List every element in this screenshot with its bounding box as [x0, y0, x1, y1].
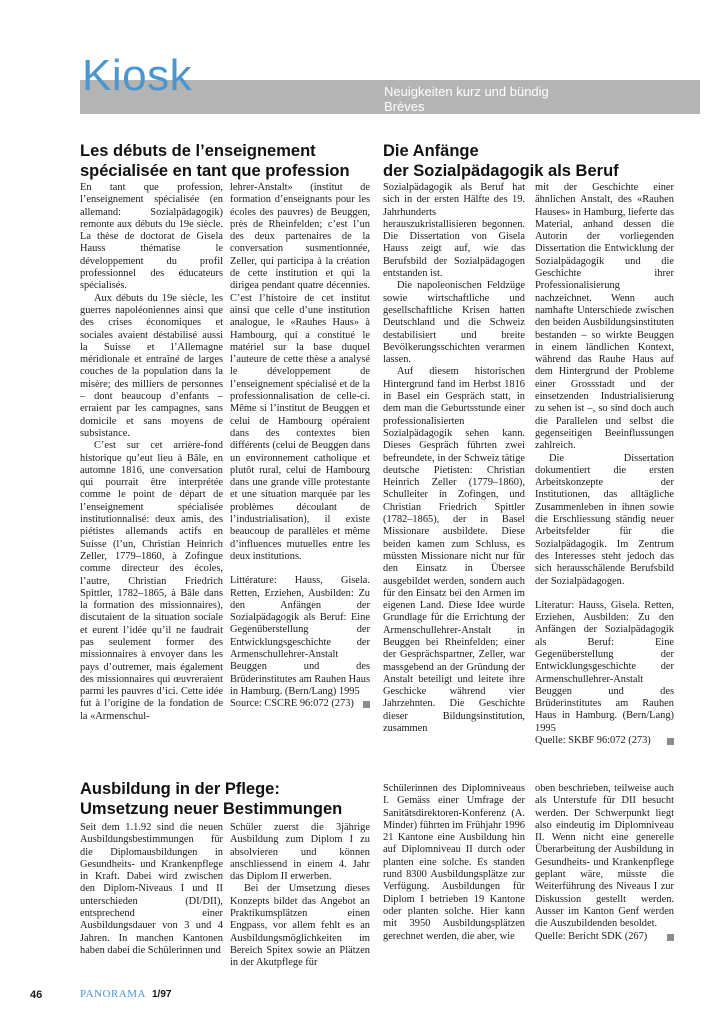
magazine-name: PANORAMA	[80, 988, 146, 1000]
paragraph: Aux débuts du 19e siècle, les guerres napoléoniennes ainsi que des crises économiques et sociales avaient déstabilisé aussi la Suisse et l’Allemagne méridionale et entraîné de larges couches de la population dans la misère; des milliers de personnes – dont beaucoup d’enfants – erraient par les campagnes, sans domicile et sans moyens de subsistance.	[80, 292, 223, 439]
section-subtitle	[384, 84, 549, 114]
issue-number: 1/97	[152, 989, 172, 1000]
paragraph: oben beschrieben, teilweise auch als Unterstufe für DII besucht werden. Der Schwerpunkt liegt also eindeutig im Diplomniveau II. Wenn nicht eine generelle Überarbeitung der Ausbildung in Gesundheits- und Krankenpflege geplant wäre, müsste die Weiterführung des Niveaus I zur Diskussion gestellt werden. Ausser im Kanton Genf werden die Auszubildenden besoldet.	[535, 783, 674, 930]
article2-headline-line-1: Die Anfänge	[383, 142, 479, 160]
article1-headline-line-1: Les débuts de l’enseignement	[80, 142, 316, 160]
literature-note: Littérature: Hauss, Gisela. Retten, Erziehen, Ausbilden: Zu den Anfängen der Sozialpädagogik als Beruf: Eine Gegenüberstellung der Entwicklungsgeschichte der Armenschullehrer-Anstalt Beuggen und des Brüderinstitutes am Rauhen Haus in Hamburg. (Bern/Lang) 1995	[230, 575, 370, 697]
article2-headline-line-2: der Sozialpädagogik als Beruf	[383, 162, 619, 180]
paragraph: lehrer-Anstalt» (institut de formation d’enseignants pour les écoles des pauvres) de Beuggen, près de Rheinfelden; c’est l’un des deux partenaires de la conversation susmentionnée, Zeller, qui participa à la création de cette institution et qui la dirigea pendant quatre décennies. C’est l’histoire de cet institut ainsi que celle d’une institution analogue, le «Rauhes Haus» à Hambourg, qui a constitué le matériel sur la base duquel l’auteure de cette thèse a analysé le développement de l’enseignement spécialisé et de la professionnalisation de celle-ci. Même si l’institut de Beuggen et celui de Hambourg opéraient dans des contextes bien différents (celui de Beuggen dans un environnement catholique et plutôt rural, celui de Hambourg dans une grande ville protestante et une situation marquée par les problèmes découlant de l’industrialisation), il existe beaucoup de parallèles et même d’influences mutuelles entre les deux institutions.	[230, 182, 370, 562]
section-title: Kiosk	[82, 51, 193, 100]
source-line	[535, 735, 674, 747]
article1-headline	[80, 141, 370, 181]
article1-column-1	[80, 182, 223, 723]
source-line	[535, 931, 674, 943]
article2-column-2	[535, 182, 674, 747]
article3-column-2	[230, 822, 370, 970]
paragraph: En tant que profession, l’enseignement spécialisée (en allemand: Sozialpädagogik) remonte aux débuts du 19e siècle. La thèse de doctorat de Gisela Hauss thématise le développement du profil professionnel des éducateurs spécialisés.	[80, 182, 223, 292]
paragraph: Seit dem 1.1.92 sind die neuen Ausbildungsbestimmungen für die Diplomausbildungen in Gesundheits- und Krankenpflege in Kraft. Dabei wird zwischen den Diplom-Niveaus I und II unterschieden (DI/DII), entsprechend einer Ausbildungsdauer von 3 und 4 Jahren. In manchen Kantonen haben dabei die Schülerinnen und	[80, 822, 223, 956]
article3-column-1	[80, 822, 223, 957]
article2-column-1	[383, 182, 525, 735]
source-text: Quelle: Bericht SDK (267)	[535, 930, 648, 942]
paragraph: Bei der Umsetzung dieses Konzepts bildet das Angebot an Praktikumsplätzen einen Engpass, vor allem fehlt es an Ausbildungsmöglichkeiten im Bereich Spitex sowie an Plätzen in der Akutpflege für	[230, 883, 370, 969]
article1-headline-line-2: spécialisée en tant que profession	[80, 162, 350, 180]
article3-headline-line-2: Umsetzung neuer Bestimmungen	[80, 800, 343, 818]
end-square-icon	[363, 701, 370, 708]
paragraph: Sozialpädagogik als Beruf hat sich in der ersten Hälfte des 19. Jahrhunderts herauszukristallisieren begonnen. Die Dissertation von Gisela Hauss zeigt auf, wie das Berufsbild der Sozialpädagogen entstanden ist.	[383, 182, 525, 280]
literature-note: Literatur: Hauss, Gisela. Retten, Erziehen, Ausbilden: Zu den Anfängen der Sozialpädagogik als Beruf: Eine Gegenüberstellung der Entwicklungsgeschichte der Armenschullehrer-Anstalt Beuggen und des Brüderinstitutes am Rauhen Haus in Hamburg. (Bern/Lang) 1995	[535, 599, 674, 734]
page-number: 46	[30, 989, 43, 1001]
paragraph: C’est sur cet arrière-fond historique qu’eut lieu à Bâle, en automne 1816, une conversation qui pourrait être interprétée comme le point de départ de l’enseignement spécialisée institutionnalisé: deux amis, des piétistes allemands actifs en Suisse (l’un, Christian Heinrich Zeller, 1779–1860, à Zofingue comme directeur des écoles, l’autre, Christian Friedrich Spittler, 1782–1865, à Bâle dans la formation des missionnaires), discutaient de la situation sociale et eurent l’idée qu’il ne faudrait pas seulement former des missionnaires à envoyer dans les pays d’outremer, mais également des missionnaires qui œuvreraient parmi les pauvres d’ici. Cette idée fut à l’origine de la fondation de la «Armenschul-	[80, 440, 223, 722]
source-text: Quelle: SKBF 96:072 (273)	[535, 735, 651, 747]
paragraph: Auf diesem historischen Hintergrund fand im Herbst 1816 in Basel ein Gespräch statt, in dem man die Geburtsstunde einer professionalisierten Sozialpädagogik sehen kann. Dieses Gespräch führten zwei befreundete, in der Schweiz tätige deutsche Pietisten: Christian Heinrich Zeller (1779–1860), Schulleiter in Zofingen, und Christian Friedrich Spittler (1782–1865), der in Basel Missionare ausbildete. Diese beiden kamen zum Schluss, es müssten Missionare nicht nur für den Einsatz in Übersee ausgebildet werden, sondern auch für den Einsatz bei den Armen im eigenen Land. Diese Idee wurde Grundlage für die Errichtung der Armenschullehrer-Anstalt in Beuggen bei Rheinfelden; einer der Gesprächspartner, Zeller, war massgebend an der Gründung der Anstalt beteiligt und leitete ihre Geschicke während vier Jahrzehnten. Die Geschichte dieser Bildungsinstitution, zusammen	[383, 366, 525, 735]
article3-headline-line-1: Ausbildung in der Pflege:	[80, 780, 280, 798]
subtitle-line-1: Neuigkeiten kurz und bündig	[384, 84, 549, 99]
paragraph: Die napoleonischen Feldzüge sowie wirtschaftliche und gesellschaftliche Krisen hatten Deutschland und die Schweiz destabilisiert und breite Bevölkerungsschichten verarmen lassen.	[383, 280, 525, 366]
end-square-icon	[667, 738, 674, 745]
paragraph: Schülerinnen des Diplomniveaus I. Gemäss einer Umfrage der Sanitätsdirektoren-Konferenz (A. Minder) führten im Frühjahr 1996 21 Kantone eine Ausbildung hin auf Diplomniveau II durch oder planten eine solche. Es standen rund 8300 Ausbildungsplätze zur Verfügung. Ausbildungen für Diplom I betrieben 19 Kantone oder planten solche. Hier kann mit 3950 Ausbildungsplätzen gerechnet werden, die aber, wie	[383, 783, 525, 942]
article2-headline	[383, 141, 683, 181]
source-text: Source: CSCRE 96:072 (273)	[230, 698, 354, 710]
end-square-icon	[667, 934, 674, 941]
paragraph: Die Dissertation dokumentiert die ersten Arbeitskonzepte der Institutionen, das alltägliche Zusammenleben in ihnen sowie die Erschliessung ständig neuer Arbeitsfelder für die Sozialpädagogik. Im Zentrum des Interesses steht jedoch das sich herausschälende Berufsbild der Sozialpädagogen.	[535, 452, 674, 587]
source-line	[230, 698, 370, 710]
subtitle-line-2: Brèves	[384, 99, 425, 114]
article1-column-2	[230, 182, 370, 710]
paragraph: mit der Geschichte einer ähnlichen Anstalt, des «Rauhen Hauses» in Hamburg, lieferte das Material, anhand dessen die Autorin der vorliegenden Dissertation die Entwicklung der Sozialpädagogik und die Geschichte ihrer Professionalisierung nachzeichnet. Wenn auch namhafte Unterschiede zwischen den beiden Ausbildungsinstituten bestanden – so wirkte Beuggen in einem ländlichen Kontext, während das Rauhe Haus auf dem Hintergrund der Probleme einer Grossstadt und der einsetzenden Industrialisierung zu sehen ist –, so sind doch auch die Parallelen und selbst die gegenseitigen Beeinflussungen zahlreich.	[535, 182, 674, 452]
paragraph: Schüler zuerst die 3jährige Ausbildung zum Diplom I zu absolvieren und können anschliessend in einem 4. Jahr das Diplom II erwerben.	[230, 822, 370, 883]
article3-column-3	[383, 783, 525, 943]
article3-headline	[80, 779, 380, 819]
article3-column-4	[535, 783, 674, 943]
